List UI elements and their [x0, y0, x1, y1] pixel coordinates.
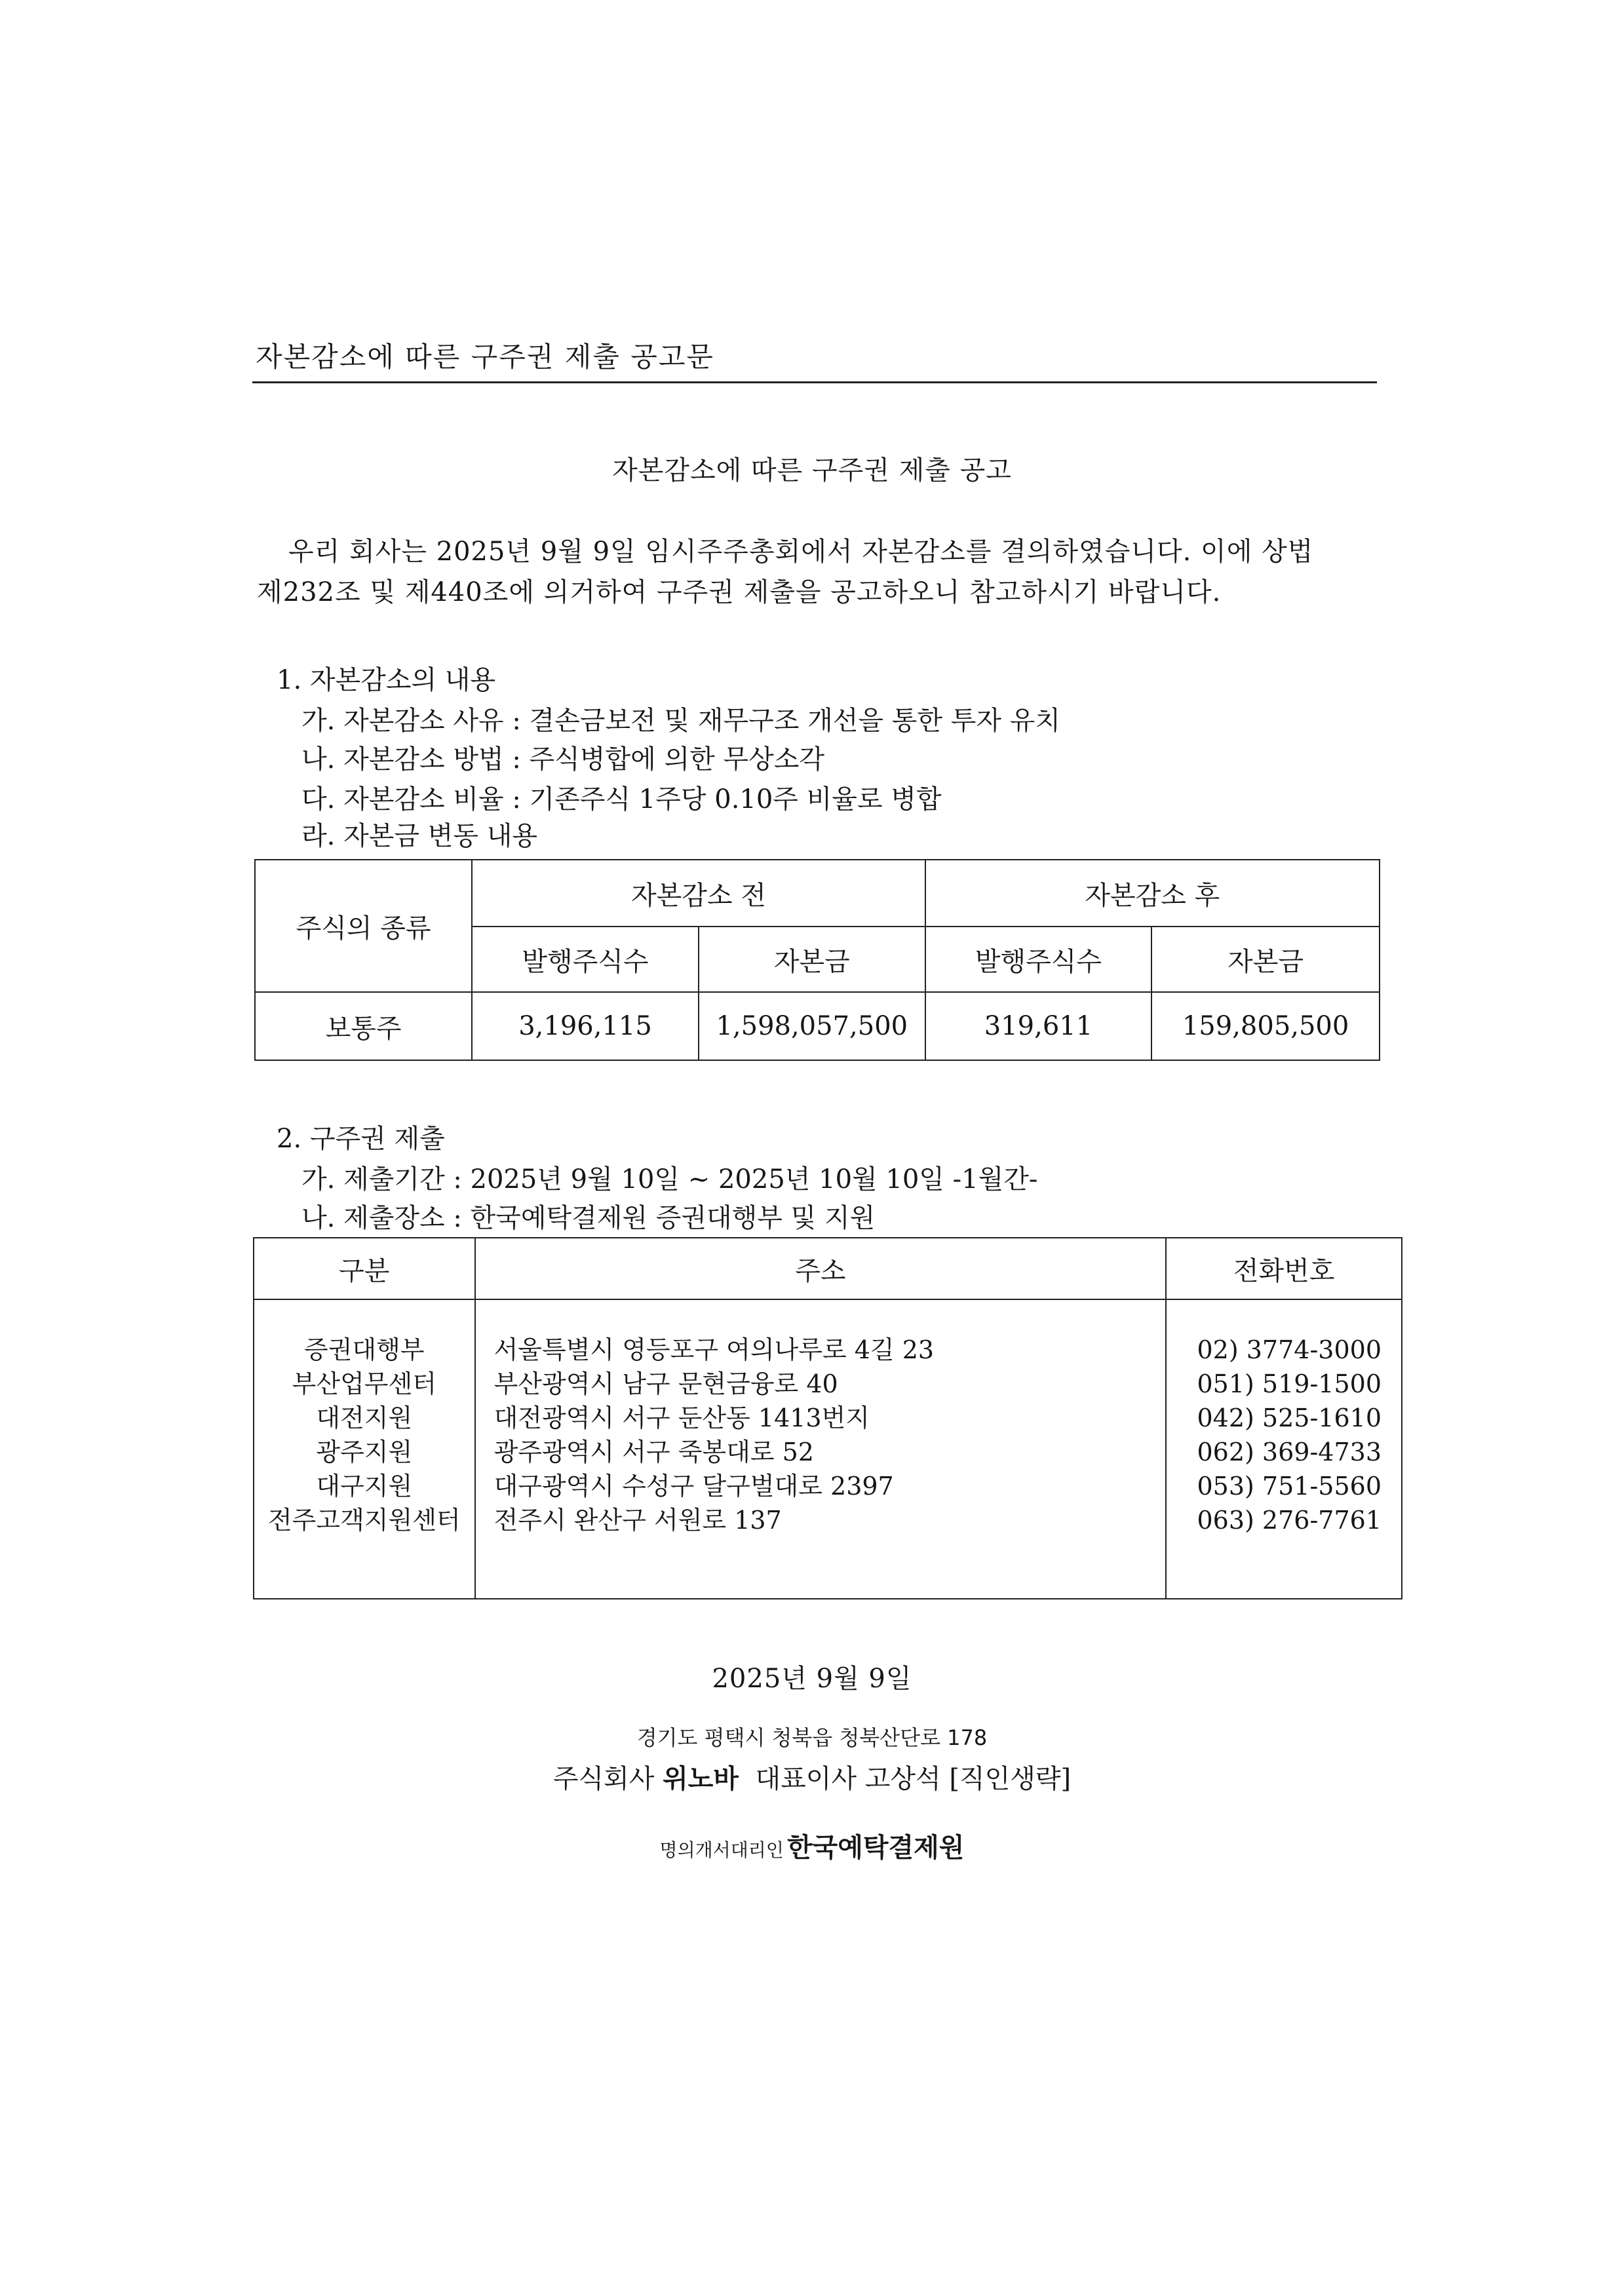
announcement-date: 2025년 9월 9일 — [712, 1664, 912, 1694]
transfer-agent-name: 한국예탁결제원 — [786, 1833, 965, 1863]
after-capital-header: 자본금 — [1151, 927, 1380, 992]
submission-offices-table — [253, 1237, 1402, 1599]
transfer-agent-line — [0, 1827, 1624, 1864]
address-column — [475, 1299, 1167, 1599]
list-item: 063) 276-7761 — [1197, 1506, 1382, 1535]
after-shares-cell: 319,611 — [925, 992, 1152, 1060]
list-item: 서울특별시 영등포구 여의나루로 4길 23 — [493, 1335, 935, 1364]
section-2-heading: 2. 구주권 제출 — [277, 1124, 445, 1154]
section-1-item-ratio: 다. 자본감소 비율 : 기존주식 1주당 0.10주 비율로 병합 — [301, 784, 942, 814]
section-1-item-change: 라. 자본금 변동 내용 — [301, 821, 537, 851]
phone-column — [1166, 1299, 1402, 1599]
after-reduction-header: 자본감소 후 — [925, 860, 1380, 927]
list-item: 전주고객지원센터 — [267, 1506, 461, 1535]
list-item: 전주시 완산구 서원로 137 — [493, 1506, 782, 1535]
after-shares-header: 발행주식수 — [925, 927, 1152, 992]
stock-type-header: 주식의 종류 — [255, 860, 472, 992]
header-title: 자본감소에 따른 구주권 제출 공고문 — [256, 341, 714, 373]
section-1-item-reason: 가. 자본감소 사유 : 결손금보전 및 재무구조 개선을 통한 투자 유치 — [301, 706, 1060, 736]
list-item: 대전광역시 서구 둔산동 1413번지 — [493, 1404, 870, 1432]
company-name: 위노바 — [663, 1764, 739, 1794]
intro-line-1: 우리 회사는 2025년 9월 9일 임시주주총회에서 자본감소를 결의하였습니다. 이에 상법 — [288, 537, 1314, 567]
address-header: 주소 — [475, 1238, 1167, 1299]
company-address: 경기도 평택시 청북읍 청북산단로 178 — [636, 1725, 988, 1750]
section-2-item-period: 가. 제출기간 : 2025년 9월 10일 ~ 2025년 10월 10일 -1월간- — [301, 1164, 1038, 1195]
list-item: 대구지원 — [316, 1472, 413, 1501]
section-1-heading: 1. 자본감소의 내용 — [277, 665, 496, 695]
list-item: 062) 369-4733 — [1197, 1438, 1382, 1466]
list-item: 광주광역시 서구 죽봉대로 52 — [493, 1438, 814, 1466]
company-ceo: 대표이사 고상석 [직인생략] — [755, 1764, 1072, 1794]
capital-change-table — [254, 859, 1380, 1061]
intro-line-2: 제232조 및 제440조에 의거하여 구주권 제출을 공고하오니 참고하시기 바랍니다. — [257, 577, 1222, 607]
list-item: 053) 751-5560 — [1197, 1472, 1382, 1501]
before-capital-cell: 1,598,057,500 — [699, 992, 925, 1060]
list-item: 대구광역시 수성구 달구벌대로 2397 — [493, 1472, 894, 1501]
table-row — [255, 992, 1380, 1060]
list-item: 대전지원 — [316, 1404, 413, 1432]
section-2-item-place: 나. 제출장소 : 한국예탁결제원 증권대행부 및 지원 — [301, 1203, 876, 1233]
header-divider — [252, 381, 1377, 383]
before-capital-header: 자본금 — [699, 927, 925, 992]
transfer-agent-label: 명의개서대리인 — [659, 1839, 784, 1861]
list-item: 증권대행부 — [304, 1335, 425, 1364]
list-item: 042) 525-1610 — [1197, 1404, 1382, 1432]
list-item: 부산광역시 남구 문현금융로 40 — [493, 1369, 838, 1398]
section-1-item-method: 나. 자본감소 방법 : 주식병합에 의한 무상소각 — [301, 744, 824, 775]
stock-type-cell: 보통주 — [255, 992, 472, 1060]
before-shares-cell: 3,196,115 — [472, 992, 699, 1060]
after-capital-cell: 159,805,500 — [1151, 992, 1380, 1060]
phone-header: 전화번호 — [1166, 1238, 1402, 1299]
before-reduction-header: 자본감소 전 — [472, 860, 925, 927]
company-signature-line — [0, 1758, 1624, 1795]
list-item: 광주지원 — [316, 1438, 413, 1466]
division-column — [254, 1299, 475, 1599]
before-shares-header: 발행주식수 — [472, 927, 699, 992]
division-header: 구분 — [254, 1238, 475, 1299]
list-item: 02) 3774-3000 — [1197, 1335, 1382, 1364]
list-item: 부산업무센터 — [292, 1369, 436, 1398]
company-prefix: 주식회사 — [552, 1764, 655, 1794]
list-item: 051) 519-1500 — [1197, 1369, 1382, 1398]
document-title: 자본감소에 따른 구주권 제출 공고 — [612, 455, 1012, 486]
